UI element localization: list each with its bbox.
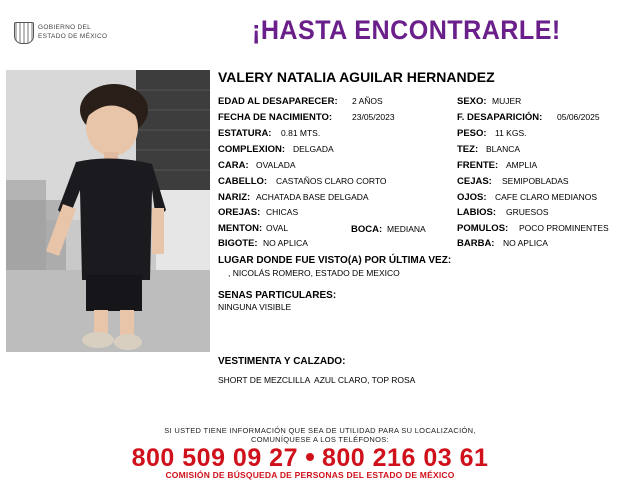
label-eyebrows: CEJAS:	[457, 176, 492, 187]
value-hair: CASTAÑOS CLARO CORTO	[276, 176, 387, 186]
phone-number-2[interactable]: 800 216 03 61	[322, 444, 489, 472]
value-forehead: AMPLIA	[506, 160, 538, 170]
value-skin: BLANCA	[486, 144, 521, 154]
label-face: CARA:	[218, 160, 249, 171]
label-complexion: COMPLEXION:	[218, 144, 286, 155]
label-weight: PESO:	[457, 128, 487, 139]
label-mouth: BOCA:	[351, 224, 383, 235]
person-name: VALERY NATALIA AGUILAR HERNANDEZ	[218, 69, 495, 85]
value-nose: ACHATADA BASE DELGADA	[256, 192, 369, 202]
label-sex: SEXO:	[457, 96, 487, 107]
missing-person-photo	[6, 70, 210, 352]
value-eyes: CAFE CLARO MEDIANOS	[495, 192, 598, 202]
logo-line-1: GOBIERNO DEL	[38, 24, 92, 31]
value-disappearance-date: 05/06/2025	[557, 112, 600, 122]
marks-label: SENAS PARTICULARES:	[218, 290, 337, 301]
coat-of-arms-icon	[14, 22, 34, 44]
clothing-value: SHORT DE MEZCLILLA AZUL CLARO, TOP ROSA	[218, 375, 416, 385]
clothing-label: VESTIMENTA Y CALZADO:	[218, 356, 346, 367]
value-sex: MUJER	[492, 96, 522, 106]
headline: ¡HASTA ENCONTRARLE!	[252, 15, 561, 45]
label-birthdate: FECHA DE NACIMIENTO:	[218, 112, 332, 123]
label-beard: BARBA:	[457, 238, 495, 249]
label-forehead: FRENTE:	[457, 160, 499, 171]
label-height: ESTATURA:	[218, 128, 272, 139]
last-seen-value: , NICOLÁS ROMERO, ESTADO DE MEXICO	[228, 268, 400, 278]
value-eyebrows: SEMIPOBLADAS	[502, 176, 569, 186]
bullet-dot-icon	[306, 453, 314, 461]
value-weight: 11 KGS.	[495, 128, 527, 138]
value-beard: NO APLICA	[503, 238, 548, 248]
logo-line-2: ESTADO DE MÉXICO	[38, 33, 108, 40]
marks-value: NINGUNA VISIBLE	[218, 302, 292, 312]
phone-numbers	[0, 444, 620, 473]
value-complexion: DELGADA	[293, 144, 334, 154]
contact-notice-line-2: COMUNÍQUESE A LOS TELÉFONOS:	[251, 435, 389, 444]
label-chin: MENTON:	[218, 223, 263, 234]
commission-footer: COMISIÓN DE BÚSQUEDA DE PERSONAS DEL ESTADO DE MÉXICO	[165, 470, 455, 480]
value-chin: OVAL	[266, 223, 289, 233]
label-cheekbones: POMULOS:	[457, 223, 509, 234]
value-cheekbones: POCO PROMINENTES	[519, 223, 609, 233]
label-hair: CABELLO:	[218, 176, 268, 187]
value-face: OVALADA	[256, 160, 296, 170]
contact-notice-line-1: SI USTED TIENE INFORMACIÓN QUE SEA DE UTILIDAD PARA SU LOCALIZACIÓN,	[164, 426, 476, 435]
government-logo	[14, 22, 126, 44]
value-lips: GRUESOS	[506, 207, 549, 217]
last-seen-label: LUGAR DONDE FUE VISTO(A) POR ÚLTIMA VEZ:	[218, 255, 452, 266]
value-height: 0.81 MTS.	[281, 128, 321, 138]
phone-number-1[interactable]: 800 509 09 27	[131, 444, 298, 472]
label-skin: TEZ:	[457, 144, 479, 155]
label-nose: NARIZ:	[218, 192, 251, 203]
label-mustache: BIGOTE:	[218, 238, 258, 249]
value-birthdate: 23/05/2023	[352, 112, 395, 122]
label-age: EDAD AL DESAPARECER:	[218, 96, 338, 107]
value-age: 2 AÑOS	[352, 96, 383, 106]
child-photo-illustration	[6, 70, 210, 352]
label-lips: LABIOS:	[457, 207, 497, 218]
label-eyes: OJOS:	[457, 192, 487, 203]
value-mustache: NO APLICA	[263, 238, 308, 248]
value-mouth: MEDIANA	[387, 224, 426, 234]
label-ears: OREJAS:	[218, 207, 261, 218]
value-ears: CHICAS	[266, 207, 299, 217]
label-disappearance-date: F. DESAPARICIÓN:	[457, 112, 543, 123]
